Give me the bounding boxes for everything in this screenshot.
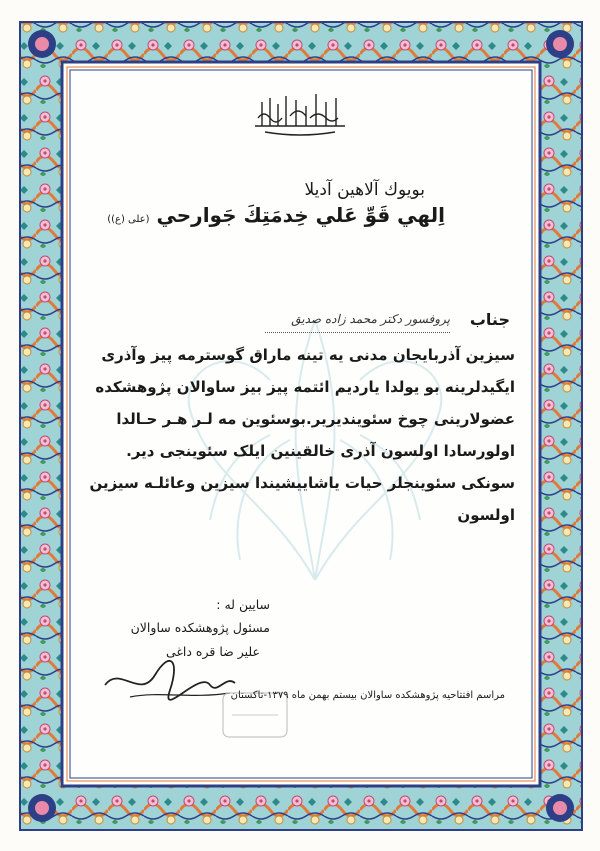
salutation: جناب bbox=[469, 310, 510, 329]
body-line: عضولارینی چوخ سئویندیریر.بوسئوین مه لـر هـر حـالدا bbox=[116, 410, 515, 428]
footer-note: مراسم افتتاحیه پژوهشکده ساوالان بیستم بهمن ماه ۱۳۷۹-تاکستان bbox=[230, 690, 505, 701]
signer-name: علیر ضا قره داغی bbox=[165, 644, 260, 659]
recipient-handwritten: پروفسور دکتر محمد زاده صدیق bbox=[291, 312, 450, 326]
signer-title: مسئول پژوهشکده ساوالان bbox=[130, 620, 270, 635]
handwritten-signature bbox=[100, 655, 240, 705]
quote-text: اِلهي قَوِّ عَلي خِدمَتِكَ جَوارحي bbox=[156, 203, 445, 227]
body-line: ایگیدلرینه بو یولدا یاردیم ائتمه پیز بیز ساوالان پژوهشکده bbox=[95, 378, 515, 396]
body-line: سیزین آذربایجان مدنی یه تینه ماراق گوسترمه پیز وآذری bbox=[101, 346, 515, 364]
body-line: اولورسادا اولسون آذری خالقینین ایلک سئوینجی دیر. bbox=[126, 442, 515, 460]
body-line: سونکی سئوینجلر حیات یاشاییشیندا سیزین وعائلـه سیزین bbox=[89, 474, 515, 492]
basmala-calligraphy bbox=[250, 88, 350, 138]
quote-line bbox=[107, 203, 445, 227]
quote-source: (علی (ع)) bbox=[107, 214, 150, 225]
body-line: اولسون bbox=[457, 506, 515, 524]
respect-label: سایین له : bbox=[216, 597, 270, 612]
certificate-heading: بويوك آلاهين آديلا bbox=[304, 180, 425, 200]
recipient-underline bbox=[265, 332, 450, 333]
